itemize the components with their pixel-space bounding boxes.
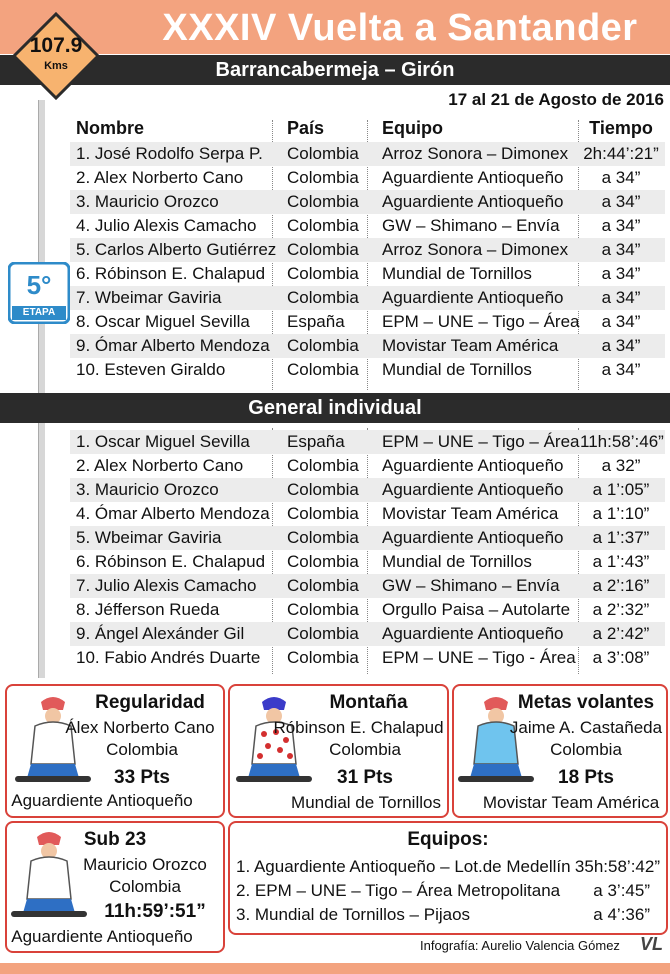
table-row: 1. José Rodolfo Serpa P. Colombia Arroz Sonora – Dimonex 2h:44’:21”	[70, 142, 665, 166]
col-team: Equipo	[382, 118, 443, 138]
jersey-points: 33 Pts	[114, 767, 170, 788]
date-label: 17 al 21 de Agosto de 2016	[448, 90, 664, 109]
col-time: Tiempo	[589, 118, 653, 138]
table-row: 10. Esteven Giraldo Colombia Mundial de Tornillos a 34”	[76, 360, 641, 379]
jersey-title: Regularidad	[95, 692, 205, 713]
table-row: 1. Oscar Miguel Sevilla España EPM – UNE – Tigo – Área 11h:58’:46”	[70, 430, 665, 454]
bottom-bar	[0, 963, 670, 974]
general-title-bar: General individual	[0, 393, 670, 423]
distance-unit: Kms	[44, 60, 68, 72]
jersey-title: Metas volantes	[517, 692, 655, 713]
table-row: 2. Alex Norberto Cano Colombia Aguardiente Antioqueño a 34”	[76, 168, 641, 187]
table-row: 2. Alex Norberto Cano Colombia Aguardiente Antioqueño a 32”	[76, 456, 641, 475]
credit-logo: VL	[640, 934, 664, 954]
table-row: 4. Ómar Alberto Mendoza Colombia Movistar Team América a 1’:10”	[76, 504, 650, 523]
jersey-time: 11h:59’:51”	[104, 901, 206, 922]
list-item: 2. EPM – UNE – Tigo – Área Metropolitana a 3’:45”	[236, 881, 650, 900]
jersey-title: Sub 23	[83, 829, 147, 850]
route-bar: Barrancabermeja – Girón	[0, 55, 670, 85]
table-row: 3. Mauricio Orozco Colombia Aguardiente Antioqueño a 34”	[70, 190, 665, 214]
table-row: 9. Ómar Alberto Mendoza Colombia Movistar Team América a 34”	[70, 334, 665, 358]
regularidad-box	[5, 684, 225, 818]
table-row: 5. Carlos Alberto Gutiérrez Colombia Arroz Sonora – Dimonex a 34”	[70, 238, 665, 262]
jersey-rider: Jaime A. Castañeda	[509, 718, 663, 737]
credit-text: Infografía: Aurelio Valencia Gómez	[420, 938, 620, 953]
jersey-team: Aguardiente Antioqueño	[11, 791, 193, 810]
jersey-points: 31 Pts	[337, 767, 393, 788]
jersey-team: Mundial de Tornillos	[291, 793, 441, 812]
metas-box	[452, 684, 668, 818]
table-row: 3. Mauricio Orozco Colombia Aguardiente Antioqueño a 1’:05”	[70, 478, 665, 502]
sub23-box	[5, 821, 225, 953]
table-row: 4. Julio Alexis Camacho Colombia GW – Shimano – Envía a 34”	[76, 216, 641, 235]
table-row: 7. Wbeimar Gaviria Colombia Aguardiente Antioqueño a 34”	[70, 286, 665, 310]
list-item: 3. Mundial de Tornillos – Pijaos a 4’:36”	[236, 905, 650, 924]
stage-label: ETAPA	[22, 307, 56, 318]
jersey-team: Movistar Team América	[482, 793, 660, 812]
table-row: 8. Oscar Miguel Sevilla España EPM – UNE – Tigo – Área a 34”	[76, 312, 641, 331]
col-name: Nombre	[76, 118, 145, 138]
table-row: 7. Julio Alexis Camacho Colombia GW – Shimano – Envía a 2’:16”	[70, 574, 665, 598]
table-row: 8. Jéfferson Rueda Colombia Orgullo Paisa – Autolarte a 2’:32”	[76, 600, 650, 619]
distance-value: 107.9	[29, 34, 83, 57]
jersey-title: Montaña	[329, 692, 408, 713]
stage-number: 5°	[26, 270, 52, 300]
jersey-rider: Mauricio Orozco	[83, 855, 207, 874]
sign-pole	[38, 100, 45, 678]
table-row: 6. Róbinson E. Chalapud Colombia Mundial de Tornillos a 34”	[76, 264, 641, 283]
jersey-team: Aguardiente Antioqueño	[11, 927, 193, 946]
teams-box	[228, 821, 668, 935]
jersey-rider: Róbinson E. Chalapud	[273, 718, 444, 737]
table-row: 10. Fabio Andrés Duarte Colombia EPM – UNE – Tigo - Área a 3’:08”	[76, 648, 650, 667]
table-row: 6. Róbinson E. Chalapud Colombia Mundial de Tornillos a 1’:43”	[76, 552, 650, 571]
jersey-country: Colombia	[329, 740, 401, 759]
jersey-country: Colombia	[106, 740, 178, 759]
teams-title: Equipos:	[407, 829, 489, 850]
table-row: 9. Ángel Alexánder Gil Colombia Aguardiente Antioqueño a 2’:42”	[70, 622, 665, 646]
list-item: 1. Aguardiente Antioqueño – Lot.de Medellín 35h:58’:42”	[236, 857, 660, 876]
jersey-points: 18 Pts	[558, 767, 614, 788]
table-row: 5. Wbeimar Gaviria Colombia Aguardiente Antioqueño a 1’:37”	[70, 526, 665, 550]
page-title: XXXIV Vuelta a Santander	[162, 7, 638, 49]
jersey-country: Colombia	[109, 877, 181, 896]
jersey-rider: Álex Norberto Cano	[65, 718, 215, 737]
jersey-country: Colombia	[550, 740, 622, 759]
montana-box	[228, 684, 449, 818]
col-country: País	[287, 118, 325, 138]
